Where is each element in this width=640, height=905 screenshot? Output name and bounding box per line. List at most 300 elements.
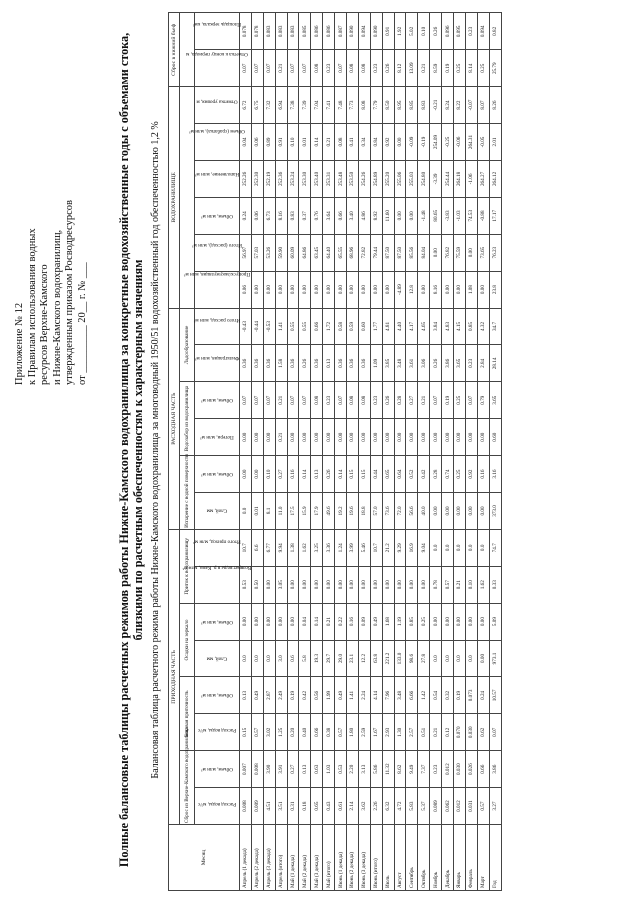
table-cell: 8.26 [489,87,501,124]
table-cell: 0.07 [430,382,442,419]
table-cell: 8.12 [394,50,406,87]
table-cell: 3.16 [489,456,501,493]
table-cell: 8.95 [394,87,406,124]
table-cell: 4.83 [442,308,454,345]
table-cell: 72.0 [394,492,406,529]
table-cell: 0.04 [299,603,311,640]
table-cell: 2.01 [489,124,501,161]
row-month-label: Сентябрь [406,825,418,891]
table-cell: 0.095 [454,13,466,50]
table-cell: 10.7 [240,529,252,566]
table-cell: 4.72 [394,788,406,825]
table-cell: 0.66 [311,308,323,345]
row-month-label: Апрель (2 декада) [251,825,263,891]
table-cell: 0.096 [442,13,454,50]
table-cell: 0.07 [263,382,275,419]
table-cell: 17.5 [287,492,299,529]
table-cell: 0.49 [251,677,263,714]
table-cell: 2.93 [382,714,394,751]
table-cell: 1.72 [323,308,335,345]
table-cell: 0.19 [287,677,299,714]
table-cell: 0.026 [465,751,477,788]
table-cell: 133.0 [394,640,406,677]
appendix-date-line: от _________ 20__ г. № ___ [76,262,88,385]
table-cell: 80.65 [430,197,442,234]
table-cell: 0.56 [311,677,323,714]
row-month-label: Июнь (3 декада) [358,825,370,891]
table-cell: 0.00 [418,271,430,308]
table-cell: 0.10 [263,456,275,493]
table-cell: 19.6 [347,492,359,529]
table-cell: 2.49 [275,677,287,714]
column-header [195,640,240,677]
table-row [406,13,418,891]
table-cell: 0.23 [430,751,442,788]
table-cell: 1.08 [465,271,477,308]
row-month-label: Май (2 декада) [299,825,311,891]
row-month-label: Июль [382,825,394,891]
table-cell: 1.77 [370,308,382,345]
table-cell: 0.090 [347,13,359,50]
table-cell: 0.00 [418,566,430,603]
table-cell: 0.00 [299,566,311,603]
table-cell: 1.25 [275,714,287,751]
table-body [240,13,502,891]
table-cell: -0.88 [477,197,489,234]
table-cell: 0.00 [335,566,347,603]
table-cell: 7.04 [311,87,323,124]
table-cell: 0.09 [358,603,370,640]
table-cell: 2.59 [358,714,370,751]
table-cell: 4.15 [454,308,466,345]
table-cell: 0.00 [263,566,275,603]
table-cell: 0.21 [275,50,287,87]
table-cell: 0.00 [299,271,311,308]
table-cell: 1.67 [370,714,382,751]
table-cell: 3.85 [382,345,394,382]
table-cell: 0.00 [394,419,406,456]
table-cell: 29.0 [335,640,347,677]
table-cell: 7.39 [299,87,311,124]
table-cell: 0.00 [358,271,370,308]
table-cell: 3.65 [489,382,501,419]
table-caption: Балансовая таблица расчетного режима работы Нижне-Камского водохранилища за многоводный 1950/51 водохозяйственный год обеспеченностью 1,2 % [150,121,161,779]
table-cell: 0.094 [358,13,370,50]
table-cell: 0.41 [347,124,359,161]
table-cell: 0.50 [251,566,263,603]
table-cell: 0.59 [347,308,359,345]
table-cell: 0.36 [311,345,323,382]
table-cell: 1.30 [394,714,406,751]
table-cell: 8.22 [454,87,466,124]
table-cell: 0.32 [442,677,454,714]
column-header [192,13,242,50]
column-header [195,382,240,419]
column-header [189,124,245,161]
table-cell: 0.087 [335,13,347,50]
table-cell: 0.42 [299,677,311,714]
table-cell: 19.3 [311,640,323,677]
table-cell: 0.57 [251,714,263,751]
table-cell: 3.64 [323,197,335,234]
table-cell: 0.51 [418,714,430,751]
header-inflow: ПРИХОДНАЯ ЧАСТЬ [169,529,180,824]
column-header-label: Объем, млн м³ [201,212,233,219]
table-cell: 8.83 [418,87,430,124]
table-cell: 254.44 [442,160,454,197]
table-cell: 0.13 [311,456,323,493]
table-cell: 15.9 [299,492,311,529]
table-cell: 0.008 [251,751,263,788]
table-cell: 0.06 [240,271,252,308]
table-cell: -0.19 [418,124,430,161]
table-cell: 253.24 [287,160,299,197]
table-cell: 0.66 [477,751,489,788]
table-cell: 0.00 [287,603,299,640]
table-cell: 0.08 [347,50,359,87]
table-cell: -0.53 [263,308,275,345]
table-cell: 0.36 [287,345,299,382]
row-month-label: Октябрь [418,825,430,891]
table-cell: 0.21 [323,124,335,161]
column-header-label: Объем (срабатка), млн м³ [189,128,245,135]
table-cell: 0.00 [465,492,477,529]
table-cell: 0.089 [430,788,442,825]
table-cell: 254.26 [358,160,370,197]
table-cell: 0.24 [240,197,252,234]
table-cell: 0.08 [358,50,370,87]
table-cell: 0.01 [251,492,263,529]
column-header [195,160,240,197]
column-header [192,234,242,271]
table-cell: 0.27 [287,751,299,788]
table-cell: 0.00 [430,492,442,529]
table-cell: 0.53 [240,566,252,603]
table-row [370,13,382,891]
table-cell: 0.083 [287,13,299,50]
table-cell: 8.14 [465,50,477,87]
column-header [195,603,240,640]
table-cell: 0.74 [442,456,454,493]
table-cell: 0.00 [477,419,489,456]
column-header [195,788,240,825]
appendix-line: утвержденным приказом Росводресурсов [64,200,76,385]
table-cell: 0.15 [358,456,370,493]
table-cell: 0.20 [287,714,299,751]
table-row [358,13,370,891]
table-cell: 0.92 [382,124,394,161]
column-header [195,308,240,345]
table-cell: 0.82 [489,13,501,50]
table-cell: 252.26 [240,160,252,197]
table-cell: 221.2 [382,640,394,677]
column-header-label: Площадь зеркала, км² [192,21,242,28]
table-cell: 253.31 [323,160,335,197]
table-cell: 11.0 [275,492,287,529]
table-cell: 0.030 [454,751,466,788]
table-cell: 264.12 [489,160,501,197]
title-line: Полные балансовые таблицы расчетных режимов работы Нижне-Камского водохранилища за конкретные водохозяйственные годы с объемами стока, [117,32,131,868]
table-cell: 0.00 [311,566,323,603]
table-cell: 0.91 [382,13,394,50]
table-cell: 0.26 [382,50,394,87]
table-cell: 3.0 [275,640,287,677]
table-row [347,13,359,891]
table-cell: 0.009 [251,788,263,825]
table-cell: 0.0 [240,492,252,529]
column-header [195,677,240,714]
row-month-label: Январь [454,825,466,891]
table-cell: 8.85 [406,87,418,124]
table-cell: 63.8 [370,640,382,677]
table-cell: 3.36 [323,529,335,566]
table-cell: 8.07 [477,87,489,124]
table-cell: -0.25 [442,124,454,161]
table-cell: 4.51 [263,788,275,825]
table-cell: 0.38 [323,714,335,751]
table-cell: 0.79 [477,382,489,419]
table-cell: 0.0 [430,640,442,677]
table-cell: 0.00 [394,566,406,603]
column-header [195,492,240,529]
table-cell: 4.14 [370,677,382,714]
table-cell: 0.14 [335,456,347,493]
table-cell: 8.1 [263,492,275,529]
header-ice: Льдообразование [180,308,195,382]
table-cell: 8.24 [442,87,454,124]
row-month-label: Август [394,825,406,891]
table-cell: 0.07 [287,50,299,87]
table-cell: 6.32 [382,788,394,825]
table-cell: 0.00 [370,419,382,456]
table-cell: 17.17 [489,197,501,234]
table-cell: 0.00 [442,271,454,308]
table-cell: 59.90 [275,234,287,271]
table-cell: 3.27 [489,788,501,825]
table-cell: 0.0 [465,640,477,677]
table-cell: 0.00 [251,603,263,640]
table-cell: 0.21 [454,566,466,603]
table-cell: 0.00 [465,603,477,640]
table-cell: 0.10 [287,124,299,161]
table-cell: 0.61 [335,788,347,825]
table-cell: 0.63 [311,751,323,788]
table-cell: 0.085 [299,13,311,50]
table-cell: 64.40 [323,234,335,271]
table-cell: 0.00 [454,271,466,308]
table-cell: 72.82 [358,234,370,271]
table-cell: 0.21 [418,50,430,87]
table-cell: 7.32 [263,87,275,124]
table-cell: 25.79 [489,50,501,87]
table-cell: 0.0 [251,640,263,677]
table-cell: 9.29 [394,529,406,566]
table-cell: 0.36 [251,345,263,382]
table-cell: 0.25 [418,603,430,640]
table-cell: 0.52 [406,456,418,493]
table-cell: 27.8 [418,640,430,677]
table-cell: 0.00 [477,271,489,308]
table-cell: 0.008 [240,788,252,825]
table-cell: 252.19 [263,160,275,197]
table-cell: 75.59 [454,234,466,271]
table-cell: 0.84 [370,124,382,161]
table-cell: 0.00 [311,419,323,456]
table-cell: 0.07 [287,382,299,419]
table-cell: 1.68 [382,603,394,640]
table-cell: 3.02 [263,714,275,751]
table-cell: 0.00 [477,492,489,529]
table-cell: 8.50 [382,87,394,124]
table-cell: 76.82 [442,234,454,271]
table-cell: 254.09 [430,124,442,161]
table-cell: 63.45 [311,234,323,271]
table-cell: 0.06 [251,197,263,234]
table-cell: 0.28 [394,382,406,419]
header-month: Месяц [169,825,240,891]
table-cell: -0.09 [406,124,418,161]
table-cell: 0.0 [454,640,466,677]
table-row [394,13,406,891]
table-cell: 11.60 [382,197,394,234]
table-cell: 9.94 [275,529,287,566]
table-cell: 6.94 [275,87,287,124]
table-cell: 3.86 [442,345,454,382]
table-cell: 0.07 [489,714,501,751]
table-cell: 0.36 [240,345,252,382]
row-month-label: Май (итого) [323,825,335,891]
table-cell: 0.00 [465,419,477,456]
table-cell: 0.00 [299,419,311,456]
table-cell: 1.19 [394,603,406,640]
table-cell: 0.43 [323,788,335,825]
table-cell: 57.0 [370,492,382,529]
table-cell: 0.07 [335,50,347,87]
column-header [195,714,240,751]
table-cell: 1.41 [275,308,287,345]
table-cell: 264.18 [454,160,466,197]
table-cell: 0.00 [442,603,454,640]
table-cell: 0.00 [263,419,275,456]
table-cell: 0.57 [477,788,489,825]
table-cell: 19.2 [335,492,347,529]
table-row [418,13,430,891]
table-cell: 84.04 [418,234,430,271]
table-row [240,13,252,891]
table-cell: 0.55 [299,308,311,345]
table-cell: 7.73 [347,87,359,124]
table-cell: 85.56 [406,234,418,271]
table-cell: 0.00 [430,419,442,456]
column-header [195,87,240,124]
table-cell: 264.31 [465,124,477,161]
table-cell: 53.26 [263,234,275,271]
table-row [251,13,263,891]
table-cell: 0.08 [311,382,323,419]
table-cell: 252.36 [275,160,287,197]
table-cell: 0.65 [382,456,394,493]
table-cell: 4.81 [382,308,394,345]
column-header-label: Расход воды, м³/с [197,727,237,734]
row-month-label: Декабрь [442,825,454,891]
column-header-label: Объем, млн м³ [201,471,233,478]
table-cell: 0.21 [418,382,430,419]
table-cell: 0.00 [347,419,359,456]
table-cell: 0.23 [370,50,382,87]
table-cell: 3.86 [489,751,501,788]
table-cell: 3.05 [275,566,287,603]
table-cell: 0.086 [323,13,335,50]
table-cell: 64.86 [299,234,311,271]
column-header-label: Объем, млн м³ [201,692,233,699]
table-cell: 1.62 [477,566,489,603]
table-row [382,13,394,891]
table-cell: -3.83 [442,197,454,234]
table-row [263,13,275,891]
table-cell: 0.36 [263,345,275,382]
table-cell: 0.13 [323,345,335,382]
table-cell: 253.40 [311,160,323,197]
table-cell: 0.0 [430,529,442,566]
table-cell: 0.58 [335,308,347,345]
column-header-label: Отметка к концу периода, м [186,51,248,58]
table-cell: 4.65 [418,308,430,345]
table-cell: 3.90 [263,751,275,788]
table-cell: 0.073 [465,677,477,714]
table-cell: 0.27 [406,382,418,419]
table-cell: 2.24 [358,677,370,714]
appendix-header [14,25,90,385]
table-cell: 0.16 [287,456,299,493]
table-cell: 8.08 [358,87,370,124]
table-cell: 0.78 [430,566,442,603]
row-month-label: Июнь (2 декада) [347,825,359,891]
table-cell: 0.40 [299,714,311,751]
table-cell: 0.42 [418,456,430,493]
table-cell: 0.21 [430,714,442,751]
table-cell: 10.7 [370,529,382,566]
table-row [489,13,501,891]
table-cell: 8.59 [430,50,442,87]
table-cell: 4.17 [406,308,418,345]
table-cell: 0.086 [311,13,323,50]
column-header [195,456,240,493]
table-cell: 5.09 [489,603,501,640]
table-cell: 7.38 [287,87,299,124]
appendix-line: ресурсов Верхне-Камского [39,264,51,385]
column-header-label: Расход воды, м³/с [197,800,237,807]
table-cell: 21.2 [382,529,394,566]
appendix-number: Приложение № 12 [14,302,25,385]
table-cell: 0.13 [240,677,252,714]
table-cell: 0.00 [263,603,275,640]
table-cell: 0.00 [477,640,489,677]
table-cell: 0.22 [335,603,347,640]
table-cell: -0.06 [454,124,466,161]
table-cell: 0.094 [477,13,489,50]
table-cell: -4.89 [394,271,406,308]
table-cell: 255.20 [382,160,394,197]
table-cell: 7.41 [323,87,335,124]
column-header-label: Итого (расход), млн м³ [192,241,242,248]
table-cell: 0.00 [311,271,323,308]
table-cell: 3.48 [394,677,406,714]
table-cell: 0.26 [430,13,442,50]
table-cell: 8.92 [370,197,382,234]
table-cell: 0.012 [454,788,466,825]
column-header-label: Слой, мм [206,507,228,514]
table-cell: 0.85 [406,603,418,640]
